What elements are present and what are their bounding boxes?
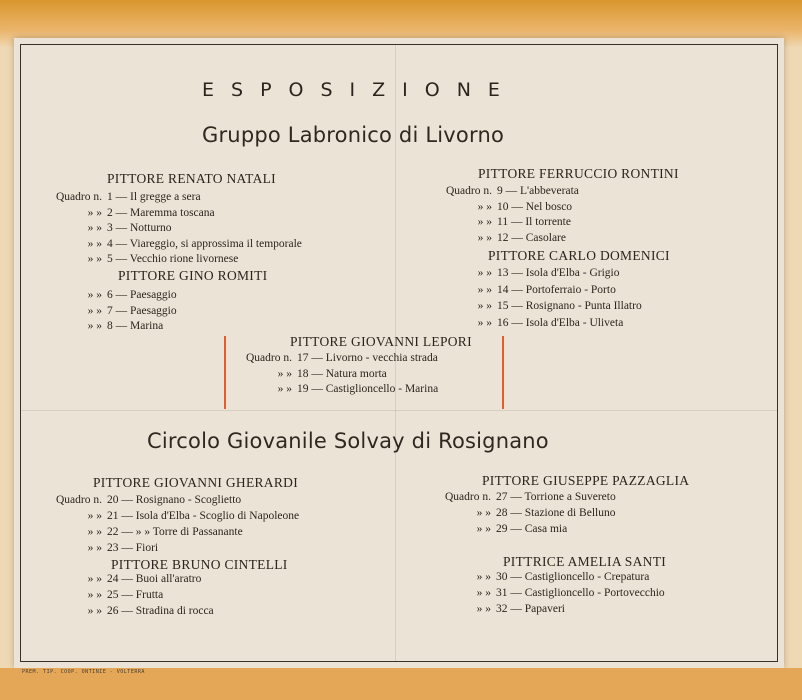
entry-title: Rosignano - Scoglietto bbox=[135, 494, 242, 506]
entry-number: 5 bbox=[107, 253, 113, 265]
entry-number: 12 bbox=[497, 231, 509, 244]
entry-title: Il gregge a sera bbox=[130, 191, 201, 203]
entry-number: 2 bbox=[107, 206, 113, 219]
entry-number: 27 bbox=[496, 491, 508, 503]
entry-dash: — bbox=[118, 494, 136, 506]
entry-number: 17 bbox=[297, 352, 309, 364]
entry-prefix: » » bbox=[87, 253, 102, 265]
catalog-entry bbox=[56, 494, 242, 506]
catalog-entry bbox=[477, 231, 566, 244]
entry-prefix: » » bbox=[477, 316, 492, 329]
painter-pazzaglia: PITTORE GIUSEPPE PAZZAGLIA bbox=[482, 473, 690, 488]
catalog-entry bbox=[446, 185, 579, 197]
entry-prefix: » » bbox=[87, 304, 102, 317]
painter-domenici: PITTORE CARLO DOMENICI bbox=[488, 248, 670, 263]
entry-prefix: » » bbox=[277, 383, 292, 395]
entry-number: 31 bbox=[496, 587, 508, 599]
entry-prefix: Quadro n. bbox=[446, 185, 492, 197]
entry-prefix: » » bbox=[87, 589, 102, 601]
entry-number: 6 bbox=[107, 289, 113, 301]
entry-prefix: » » bbox=[87, 289, 102, 301]
catalog-entry bbox=[476, 587, 665, 599]
entry-title: Viareggio, si approssima il temporale bbox=[129, 237, 302, 250]
entry-dash: — bbox=[507, 507, 525, 519]
entry-dash: — bbox=[507, 523, 525, 535]
entry-title: Stradina di rocca bbox=[135, 605, 214, 617]
entry-number: 4 bbox=[107, 237, 113, 250]
entry-dash: — bbox=[112, 289, 130, 301]
entry-title: Paesaggio bbox=[130, 304, 177, 317]
entry-dash: — bbox=[112, 206, 130, 219]
catalog-entry bbox=[87, 542, 159, 554]
catalog-entry bbox=[277, 367, 387, 380]
entry-prefix: » » bbox=[476, 587, 491, 599]
lepori-accent-right bbox=[502, 336, 504, 409]
catalog-entry bbox=[477, 316, 624, 329]
entry-dash: — bbox=[508, 267, 526, 279]
catalog-entry bbox=[56, 191, 201, 203]
entry-dash: — bbox=[508, 300, 526, 312]
entry-prefix: » » bbox=[477, 300, 492, 312]
entry-dash: — bbox=[508, 283, 526, 296]
catalog-entry bbox=[476, 571, 650, 583]
catalog-entry bbox=[87, 589, 164, 601]
entry-prefix: » » bbox=[87, 542, 102, 554]
entry-dash: — bbox=[118, 605, 136, 617]
catalog-entry bbox=[477, 300, 642, 312]
entry-number: 28 bbox=[496, 507, 508, 519]
entry-number: 11 bbox=[497, 216, 509, 228]
entry-title: Livorno - vecchia strada bbox=[325, 352, 438, 364]
entry-number: 7 bbox=[107, 304, 113, 317]
entry-title: Vecchio rione livornese bbox=[129, 253, 239, 265]
entry-prefix: » » bbox=[477, 200, 492, 213]
catalog-entry bbox=[87, 510, 300, 522]
entry-title: Isola d'Elba - Grigio bbox=[525, 267, 620, 279]
painter-natali: PITTORE RENATO NATALI bbox=[107, 171, 276, 186]
entry-number: 25 bbox=[107, 589, 119, 601]
entry-dash: — bbox=[118, 542, 136, 554]
catalog-entry bbox=[477, 216, 571, 228]
entry-title: Castiglioncello - Crepatura bbox=[524, 571, 650, 583]
entry-dash: — bbox=[507, 571, 525, 583]
entry-dash: — bbox=[508, 216, 526, 228]
entry-prefix: Quadro n. bbox=[246, 352, 292, 364]
entry-prefix: » » bbox=[476, 571, 491, 583]
entry-dash: — bbox=[502, 185, 520, 197]
entry-title: Castiglioncello - Marina bbox=[325, 383, 439, 395]
entry-prefix: Quadro n. bbox=[56, 191, 102, 203]
printer-credit: PREM. TIP. COOP. ONTINIE - VOLTERRA bbox=[22, 669, 145, 675]
catalog-entry bbox=[246, 352, 438, 364]
entry-title: Notturno bbox=[130, 222, 172, 234]
catalog-entry bbox=[445, 491, 616, 503]
entry-title: Stazione di Belluno bbox=[524, 507, 616, 519]
entry-number: 18 bbox=[297, 367, 309, 380]
entry-title: » » Torre di Passanante bbox=[135, 526, 243, 538]
entry-number: 22 bbox=[107, 526, 119, 538]
entry-title: Casa mia bbox=[524, 523, 568, 535]
entry-title: Castiglioncello - Portovecchio bbox=[524, 587, 665, 599]
painter-romiti: PITTORE GINO ROMITI bbox=[118, 268, 268, 283]
entry-prefix: » » bbox=[476, 603, 491, 615]
entry-title: Natura morta bbox=[325, 367, 387, 380]
entry-prefix: » » bbox=[87, 573, 102, 585]
entry-title: Papaveri bbox=[524, 603, 565, 615]
group-title-solvay: Circolo Giovanile Solvay di Rosignano bbox=[147, 429, 549, 453]
entry-title: Portoferraio - Porto bbox=[525, 283, 616, 296]
entry-dash: — bbox=[118, 526, 136, 538]
entry-prefix: » » bbox=[477, 216, 492, 228]
entry-dash: — bbox=[118, 510, 136, 522]
entry-title: Rosignano - Punta Illatro bbox=[525, 300, 642, 312]
entry-number: 29 bbox=[496, 523, 508, 535]
entry-number: 30 bbox=[496, 571, 508, 583]
entry-title: Frutta bbox=[135, 589, 164, 601]
group-title-labronico: Gruppo Labronico di Livorno bbox=[202, 123, 505, 147]
entry-title: Buoi all'aratro bbox=[135, 573, 202, 585]
entry-number: 10 bbox=[497, 200, 509, 213]
entry-dash: — bbox=[508, 200, 526, 213]
entry-dash: — bbox=[118, 589, 136, 601]
entry-prefix: » » bbox=[87, 206, 102, 219]
catalog-entry bbox=[87, 605, 214, 617]
entry-dash: — bbox=[308, 383, 326, 395]
entry-prefix: » » bbox=[87, 222, 102, 234]
catalog-entry bbox=[87, 206, 215, 219]
entry-prefix: » » bbox=[87, 320, 102, 332]
entry-prefix: » » bbox=[477, 283, 492, 296]
entry-title: Il torrente bbox=[525, 216, 571, 228]
entry-prefix: » » bbox=[476, 507, 491, 519]
entry-number: 3 bbox=[107, 222, 113, 234]
entry-dash: — bbox=[112, 237, 130, 250]
catalog-entry bbox=[87, 237, 302, 250]
entry-number: 23 bbox=[107, 542, 119, 554]
entry-number: 26 bbox=[107, 605, 119, 617]
entry-dash: — bbox=[507, 491, 525, 503]
entry-number: 16 bbox=[497, 316, 509, 329]
entry-dash: — bbox=[112, 304, 130, 317]
entry-number: 8 bbox=[107, 320, 113, 332]
lepori-accent-left bbox=[224, 336, 226, 409]
painter-santi: PITTRICE AMELIA SANTI bbox=[503, 554, 667, 569]
entry-title: Fiori bbox=[135, 542, 159, 554]
entry-number: 20 bbox=[107, 494, 119, 506]
entry-title: Marina bbox=[130, 320, 164, 332]
entry-prefix: » » bbox=[87, 510, 102, 522]
entry-prefix: » » bbox=[476, 523, 491, 535]
painter-cintelli: PITTORE BRUNO CINTELLI bbox=[111, 557, 288, 572]
catalog-entry bbox=[87, 222, 172, 234]
catalog-entry bbox=[476, 603, 565, 615]
entry-number: 19 bbox=[297, 383, 309, 395]
entry-prefix: » » bbox=[277, 367, 292, 380]
entry-number: 13 bbox=[497, 267, 509, 279]
catalog-entry bbox=[87, 253, 239, 265]
entry-number: 14 bbox=[497, 283, 509, 296]
entry-dash: — bbox=[308, 367, 326, 380]
entry-prefix: Quadro n. bbox=[445, 491, 491, 503]
entry-dash: — bbox=[112, 222, 130, 234]
entry-dash: — bbox=[508, 231, 526, 244]
entry-dash: — bbox=[508, 316, 526, 329]
entry-dash: — bbox=[112, 253, 130, 265]
catalog-entry bbox=[477, 200, 573, 213]
entry-title: Maremma toscana bbox=[130, 206, 215, 219]
entry-dash: — bbox=[507, 587, 525, 599]
entry-dash: — bbox=[308, 352, 326, 364]
entry-number: 9 bbox=[497, 185, 503, 197]
entry-prefix: » » bbox=[87, 526, 102, 538]
catalog-entry bbox=[277, 383, 439, 395]
entry-title: Isola d'Elba - Scoglio di Napoleone bbox=[135, 510, 300, 522]
painter-rontini: PITTORE FERRUCCIO RONTINI bbox=[478, 166, 679, 181]
catalog-entry bbox=[87, 304, 177, 317]
entry-prefix: » » bbox=[87, 237, 102, 250]
catalog-entry bbox=[476, 523, 568, 535]
entry-prefix: » » bbox=[87, 605, 102, 617]
entry-title: Paesaggio bbox=[130, 289, 177, 301]
painter-lepori: PITTORE GIOVANNI LEPORI bbox=[290, 334, 472, 349]
entry-dash: — bbox=[118, 573, 136, 585]
entry-dash: — bbox=[112, 191, 130, 203]
painter-gherardi: PITTORE GIOVANNI GHERARDI bbox=[93, 475, 298, 490]
entry-number: 24 bbox=[107, 573, 119, 585]
catalog-entry bbox=[87, 526, 243, 538]
catalog-entry bbox=[87, 573, 202, 585]
catalog-entry bbox=[476, 507, 616, 519]
entry-title: Isola d'Elba - Uliveta bbox=[525, 316, 624, 329]
entry-dash: — bbox=[112, 320, 130, 332]
catalog-entry bbox=[477, 267, 620, 279]
entry-title: Nel bosco bbox=[525, 200, 573, 213]
catalog-entry bbox=[87, 320, 164, 332]
entry-prefix: Quadro n. bbox=[56, 494, 102, 506]
entry-prefix: » » bbox=[477, 231, 492, 244]
entry-number: 21 bbox=[107, 510, 119, 522]
exhibition-heading: ESPOSIZIONE bbox=[202, 79, 517, 101]
entry-number: 32 bbox=[496, 603, 508, 615]
entry-title: Torrione a Suvereto bbox=[524, 491, 616, 503]
entry-title: L'abbeverata bbox=[520, 185, 579, 197]
entry-number: 15 bbox=[497, 300, 509, 312]
catalog-entry bbox=[477, 283, 616, 296]
entry-title: Casolare bbox=[525, 231, 566, 244]
entry-prefix: » » bbox=[477, 267, 492, 279]
entry-dash: — bbox=[507, 603, 525, 615]
catalog-entry bbox=[87, 289, 177, 301]
entry-number: 1 bbox=[107, 191, 113, 203]
